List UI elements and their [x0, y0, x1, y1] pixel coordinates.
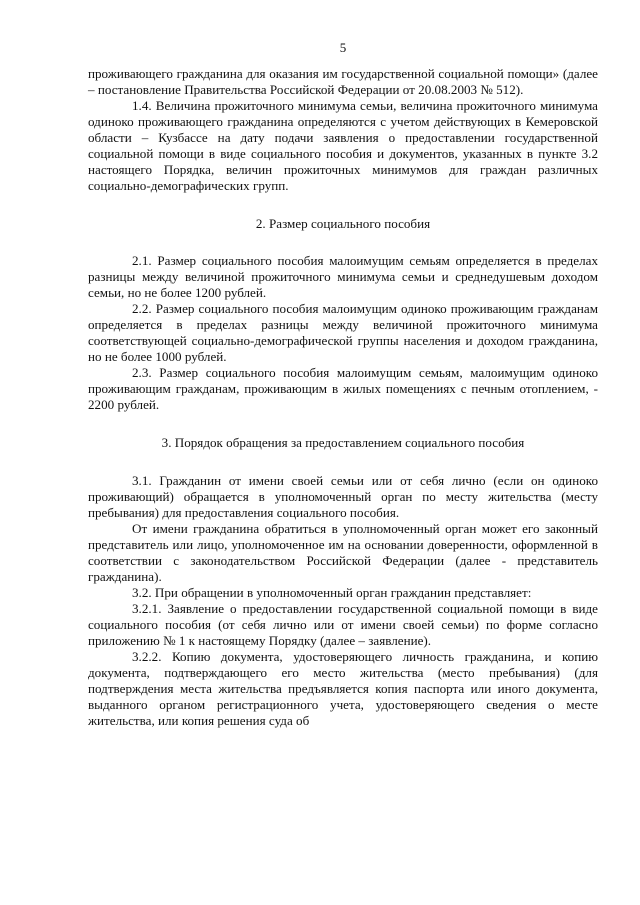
paragraph-1-4: 1.4. Величина прожиточного минимума семьи, величина прожиточного минимума одиноко проживающего гражданина определяются с учетом действующих в Кемеровской области – Кузбассе на дату подачи заявления о предоставлении государственной социальной помощи в виде социального пособия и документов, указанных в пункте 3.2 настоящего Порядка, величин прожиточных минимумов для граждан различных социально-демографических групп.	[88, 98, 598, 193]
paragraph-2-1: 2.1. Размер социального пособия малоимущим семьям определяется в пределах разницы между величиной прожиточного минимума семьи и среднедушевым доходом семьи, но не более 1200 рублей.	[88, 253, 598, 300]
paragraph-2-2: 2.2. Размер социального пособия малоимущим одиноко проживающим гражданам определяется в пределах разницы между величиной прожиточного минимума соответствующей социально-демографической группы населения и доходом гражданина, но не более 1000 рублей.	[88, 301, 598, 364]
section-heading-3: 3. Порядок обращения за предоставлением социального пособия	[161, 435, 525, 450]
document-body	[88, 66, 598, 729]
paragraph-representative: От имени гражданина обратиться в уполномоченный орган может его законный представитель или лицо, уполномоченное им на основании доверенности, оформленной в соответствии с законодательством Российской Федерации (далее - представитель гражданина).	[88, 521, 598, 584]
paragraph-3-2-1: 3.2.1. Заявление о предоставлении государственной социальной помощи в виде социального пособия (от себя лично или от имени своей семьи) по форме согласно приложению № 1 к настоящему Порядку (далее – заявление).	[88, 601, 598, 648]
document-page	[88, 0, 598, 729]
paragraph-top-1: проживающего гражданина для оказания им государственной социальной помощи» (далее – постановление Правительства Российской Федерации от 20.08.2003 № 512).	[88, 66, 598, 97]
page-number: 5	[339, 40, 347, 55]
paragraph-2-3: 2.3. Размер социального пособия малоимущим семьям, малоимущим одиноко проживающим гражданам, проживающим в жилых помещениях с печным отоплением, - 2200 рублей.	[88, 365, 598, 412]
section-heading-2: 2. Размер социального пособия	[255, 216, 431, 231]
paragraph-3-1: 3.1. Гражданин от имени своей семьи или от себя лично (если он одиноко проживающий) обращается в уполномоченный орган по месту жительства (месту пребывания) для предоставления социального пособия.	[88, 473, 598, 520]
paragraph-3-2: 3.2. При обращении в уполномоченный орган гражданин представляет:	[132, 585, 532, 600]
paragraph-3-2-2: 3.2.2. Копию документа, удостоверяющего личность гражданина, и копию документа, подтверждающего его место жительства (место пребывания) (для подтверждения места жительства предъявляется копия паспорта или иного документа, выданного органом регистрационного учета, удостоверяющего сведения о месте жительства, или копия решения суда об	[88, 649, 598, 728]
